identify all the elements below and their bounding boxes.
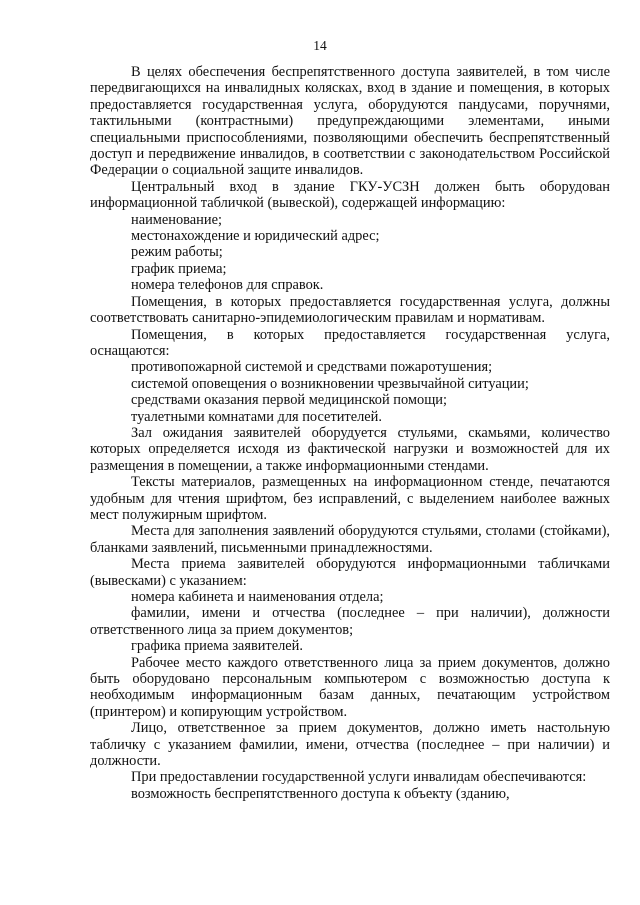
paragraph-desk-sign: Лицо, ответственное за прием документов, должно иметь настольную табличку с указанием фамилии, имени, отчества (последнее – при наличии) и должности. (90, 720, 610, 770)
paragraph-premises-equipment: Помещения, в которых предоставляется государственная услуга, оснащаются: (90, 326, 610, 359)
list-item: возможность беспрепятственного доступа к объекту (зданию, (131, 785, 510, 802)
list-item: системой оповещения о возникновении чрезвычайной ситуации; (131, 375, 529, 392)
list-item: противопожарной системой и средствами пожаротушения; (131, 359, 493, 376)
paragraph-disabled-provisions: При предоставлении государственной услуги инвалидам обеспечиваются: (131, 769, 587, 786)
paragraph-sanitary-rules: Помещения, в которых предоставляется государственная услуга, должны соответствовать санитарно-эпидемиологическим правилам и нормативам. (90, 293, 610, 327)
paragraph-central-entrance: Центральный вход в здание ГКУ-УСЗН должен быть оборудован информационной табличкой (вывеской), содержащей информацию: (90, 178, 610, 212)
paragraph-reception-places: Места приема заявителей оборудуются информационными табличками (вывесками) с указанием: (90, 556, 610, 589)
list-item: фамилии, имени и отчества (последнее – при наличии), должности ответственного лица за прием документов; (90, 605, 610, 638)
list-item: местонахождение и юридический адрес; (131, 228, 380, 245)
list-item: графика приема заявителей. (131, 638, 303, 655)
list-item: номера телефонов для справок. (131, 277, 324, 294)
paragraph-application-places: Места для заполнения заявлений оборудуются стульями, столами (стойками), бланками заявлений, письменными принадлежностями. (90, 523, 610, 556)
list-item: наименование; (131, 211, 222, 228)
list-item: график приема; (131, 260, 227, 277)
paragraph-workplace: Рабочее место каждого ответственного лица за прием документов, должно быть оборудовано персональным компьютером с возможностью доступа к необходимым информационным базам данных, печатающим устройством (принтером) и копирующим устройством. (90, 654, 610, 720)
paragraph-accessibility-entrance: В целях обеспечения беспрепятственного доступа заявителей, в том числе передвигающихся на инвалидных колясках, вход в здание и помещения, в которых предоставляется государственная услуга, оборудуются пандусами, поручнями, тактильными (контрастными) предупреждающими элементами, иными специальными приспособлениями, позволяющими обеспечить беспрепятственный доступ и передвижение инвалидов, в соответствии с законодательством Российской Федерации о социальной защите инвалидов. (90, 64, 610, 179)
page-number: 14 (313, 38, 327, 53)
list-item: средствами оказания первой медицинской помощи; (131, 392, 447, 409)
list-item: номера кабинета и наименования отдела; (131, 589, 384, 605)
paragraph-stand-texts: Тексты материалов, размещенных на информационном стенде, печатаются удобным для чтения шрифтом, без исправлений, с выделением наиболее важных мест полужирным шрифтом. (90, 474, 610, 523)
list-item: туалетными комнатами для посетителей. (131, 408, 382, 425)
document-body (90, 64, 610, 802)
paragraph-waiting-hall: Зал ожидания заявителей оборудуется стульями, скамьями, количество которых определяется исходя из фактической нагрузки и возможностей для их размещения в помещении, а также информационными стендами. (90, 424, 610, 474)
list-item: режим работы; (131, 244, 223, 261)
